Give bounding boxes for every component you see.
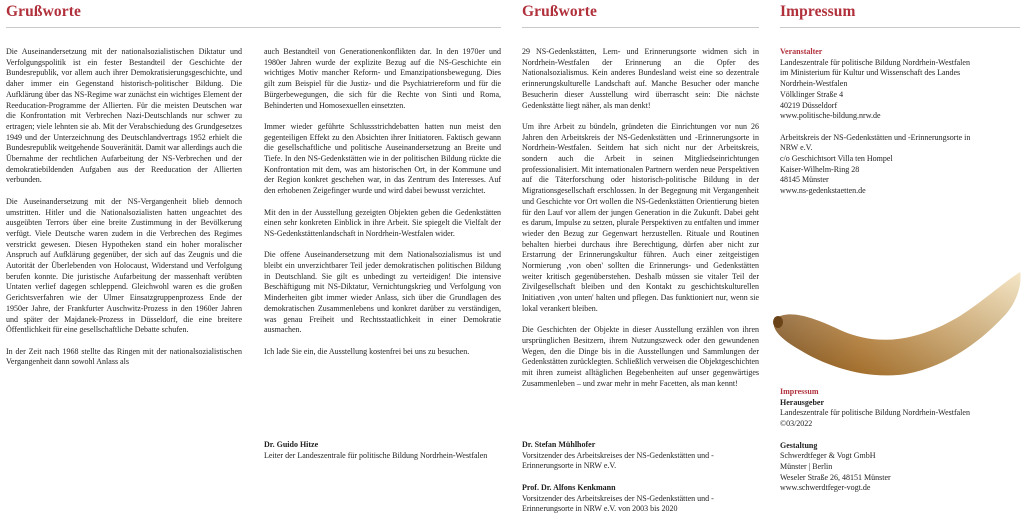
veranstalter-text: Landeszentrale für politische Bildung Nordrhein-Westfalen im Ministerium für Kultur und Wissenschaft des Landes Nordrhein-Westfalen Völklinger Straße 4 40219 Düsseldorf www.politische-bildung.nrw.de <box>780 57 970 121</box>
signature-kenkmann <box>522 483 759 515</box>
signature-hitze <box>264 440 501 461</box>
col3-paragraph-3: Die Geschichten der Objekte in dieser Ausstellung erzählen von ihren ursprünglichen Besitzern, ihrem Nutzungszweck oder den gewundenen Wegen, den die Dinge bis in die Ausstellungen und Sammlungen der Gedenkstätten zurücklegten. Schließlich verweisen die Objektgeschichten mit ihren zumeist alltäglichen Begebenheiten auf unser gegenwärtiges Zusammenleben – und zwar mehr in mehr Facetten, als man kennt! <box>522 325 759 388</box>
col3-paragraph-1: 29 NS-Gedenkstätten, Lern- und Erinnerungsorte widmen sich in Nordrhein-Westfalen der Erinnerung an die Opfer des Nationalsozialismus. Kein anderes Bundesland weist eine so dezentrale erinnerungskulturelle Landschaft auf. Manche Besucher oder manche Besucherin dieser Ausstellung wird überrascht sein: Die nächste Gedenkstätte liegt näher, als man denkt! <box>522 47 759 110</box>
signature-hitze-name: Dr. Guido Hitze <box>264 440 319 449</box>
gestaltung-label: Gestaltung <box>780 440 818 450</box>
col2-paragraph-2: Immer wieder geführte Schlussstrichdebatten hatten nun meist den gegenteiligen Effekt zu den Absichten ihrer Initiatoren. Faktisch gewann die gesellschaftliche und politische Auseinandersetzung an Breite und Tiefe. In den NS-Gedenkstätten wie in der politischen Bildung rückte die Konfrontation mit dem, was am historischen Ort, in der Kommune und der Region konkret geschehen war, in das Zentrum des Interesses. Auf den erhobenen Zeigefinger wurde und wird dabei bewusst verzichtet. <box>264 121 501 196</box>
gestaltung-text: Schwerdtfeger & Vogt GmbH Münster | Berlin Weseler Straße 26, 48151 Münster www.schwerdtfeger-vogt.de <box>780 451 891 493</box>
herausgeber-text: Landeszentrale für politische Bildung Nordrhein-Westfalen ©03/2022 <box>780 408 970 429</box>
shofar-horn-image <box>770 270 1024 380</box>
col2-paragraph-4: Die offene Auseinandersetzung mit dem Nationalsozialismus ist und bleibt ein unverzichtbarer Teil jeder demokratischen politischen Bildung in Deutschland. Sie gilt es unbedingt zu verteidigen! Die intensive Beschäftigung mit NS-Diktatur, Vernichtungskrieg und Verfolgung von Minderheiten gibt immer wieder Anlass, sich über die Grundlagen des demokratischen Zusammenlebens und konkret darüber zu verständigen, was genau Freiheit und Rechtsstaatlichkeit in einer Demokratie ausmachen. <box>264 250 501 335</box>
signature-hitze-role: Leiter der Landeszentrale für politische Bildung Nordrhein-Westfalen <box>264 450 488 460</box>
col2-paragraph-1: auch Bestandteil von Generationenkonflikten dar. In den 1970er und 1980er Jahren wurde der explizite Bezug auf die NS-Geschichte ein wichtiges Motiv mancher Reform- und Emanzipationsbewegung. Dies gilt zum Beispiel für die Justiz- und die Psychiatriereform und für die Bürgerbewegungen, die sich für die Rechte von Sinti und Roma, Behinderten und Homosexuellen einsetzten. <box>264 47 501 110</box>
heading-impressum: Impressum <box>780 3 856 20</box>
column-2 <box>264 47 501 368</box>
signature-kenkmann-role: Vorsitzender des Arbeitskreises der NS-Gedenkstätten und -Erinnerungsorte in NRW e.V. von 2003 bis 2020 <box>522 493 714 514</box>
heading-grussworte-middle: Grußworte <box>522 3 597 20</box>
signature-muehlhofer-name: Dr. Stefan Mühlhofer <box>522 440 596 449</box>
col3-paragraph-2: Um ihre Arbeit zu bündeln, gründeten die Einrichtungen vor nun 26 Jahren den Arbeitskreis der NS-Gedenkstätten und -Erinnerungsorte in Nordrhein-Westfalen. Seitdem hat sich nicht nur der Arbeitskreis, sondern auch die Arbeit in seinen Mitgliedseinrichtungen professionalisiert. Mit internationalen Partnern werden neue Perspektiven auf die Täterforschung oder historisch-politische Bildung in der Migrationsgesellschaft erschlossen. In der Begegnung mit Vergangenheit und Geschichte vor Ort wollen die NS-Gedenkstätten Orientierung bieten für den Lauf vor allem der jungen Generation in die Zukunft. Dabei geht es darum, Impulse zu setzen, plurale Perspektiven zu entfalten und immer wieder den Bezug zur Gegenwart herzustellen. Rituale und Routinen behalten hierbei durchaus ihre Berechtigung, dürfen aber nicht zur Erstarrung der Erinnerungskultur führen. Auch einer zeitgeistigen Normierung ‚von oben' sollten die Erinnerungs- und Gedenkstätten weiter kritisch gegenüberstehen. Deshalb müssen sie vitaler Teil der Zivilgesellschaft bleiben und den Kontakt zu geschichtskulturellen Initiativen ‚von unten' halten und pflegen. Das funktioniert nur, wenn sie lokal verankert bleiben. <box>522 121 759 313</box>
signature-kenkmann-name: Prof. Dr. Alfons Kenkmann <box>522 483 616 492</box>
column-1 <box>6 47 242 379</box>
heading-grussworte-left: Grußworte <box>6 3 81 20</box>
herausgeber-label: Herausgeber <box>780 397 824 407</box>
col1-paragraph-2: Die Auseinandersetzung mit der NS-Vergangenheit blieb dennoch umstritten. Hitler und die Nationalsozialisten hatten ungeachtet des ausgeübten Terrors über eine breite Zustimmung in der Bevölkerung verfügt. Viele Deutsche waren zudem in die Verbrechen des Regimes verstrickt gewesen. Diesen Hypotheken stand ein hoher moralischer Anspruch auf Aufklärung gegenüber, der sich auf das Zeugnis und die Autorität der Überlebenden von Holocaust, Widerstand und Verfolgung berufen konnte. Die juristische Aufarbeitung der massenhaft verübten Untaten verlief dagegen schleppend. Gleichwohl waren es die großen Gerichtsverfahren wie der Ulmer Einsatzgruppenprozess Ende der 1950er Jahre, der Frankfurter Auschwitz-Prozess in den 1960er Jahren und später der Majdanek-Prozess in Düsseldorf, die eine breitere Öffentlichkeit für eine gesellschaftliche Debatte schufen. <box>6 196 242 335</box>
divider-left <box>6 27 501 28</box>
column-3 <box>522 47 759 400</box>
impressum-herausgeber-block <box>780 387 1020 494</box>
col2-paragraph-5: Ich lade Sie ein, die Ausstellung kostenfrei bei uns zu besuchen. <box>264 346 470 356</box>
impressum-veranstalter <box>780 47 1020 197</box>
signature-muehlhofer <box>522 440 759 472</box>
signature-muehlhofer-role: Vorsitzender des Arbeitskreises der NS-Gedenkstätten und -Erinnerungsorte in NRW e.V. <box>522 450 714 471</box>
divider-right <box>780 27 1020 28</box>
divider-middle <box>522 27 759 28</box>
col1-paragraph-1: Die Auseinandersetzung mit der nationalsozialistischen Diktatur und Verfolgungspolitik ist ein fester Bestandteil der Geschichte der Bundesrepublik, vor allem auch ihrer Demokratisierungsgeschichte, und daher immer ein Gegenstand historisch-politischer Bildung. Die Aufklärung über das NS-Regime war zunächst ein wichtiges Element der Reeducation-Programme der Allierten. Für die meisten Deutschen war die Konfrontation mit Verbrechen Nazi-Deutschlands nur schwer zu ertragen; viele lehnten sie ab. Mit der Verabschiedung des Grundgesetzes 1949 und der Unterzeichnung des Deutschlandvertrags 1952 erhielt die Bundesrepublik weitgehende Souveränität. Damit war allerdings auch die Übernahme der rechtlichen Aufarbeitung der NS-Verbrechen und der demokratiebildenden Aufgaben aus der Reeducation der Allierten verbunden. <box>6 47 242 185</box>
col2-paragraph-3: Mit den in der Ausstellung gezeigten Objekten geben die Gedenkstätten einen sehr konkreten Einblick in ihre Arbeit. Sie spiegelt die Vielfalt der NS-Gedenkstättenlandschaft in Nordrhein-Westfalen wider. <box>264 207 501 238</box>
arbeitskreis-text: Arbeitskreis der NS-Gedenkstätten und -Erinnerungsorte in NRW e.V. c/o Geschichtsort Villa ten Hompel Kaiser-Wilhelm-Ring 28 48145 Münster www.ns-gedenkstaetten.de <box>780 132 971 196</box>
impressum-label: Impressum <box>780 387 819 396</box>
col1-paragraph-3: In der Zeit nach 1968 stellte das Ringen mit der nationalsozialistischen Vergangenheit dann sowohl Anlass als <box>6 346 242 367</box>
veranstalter-label: Veranstalter <box>780 47 823 56</box>
